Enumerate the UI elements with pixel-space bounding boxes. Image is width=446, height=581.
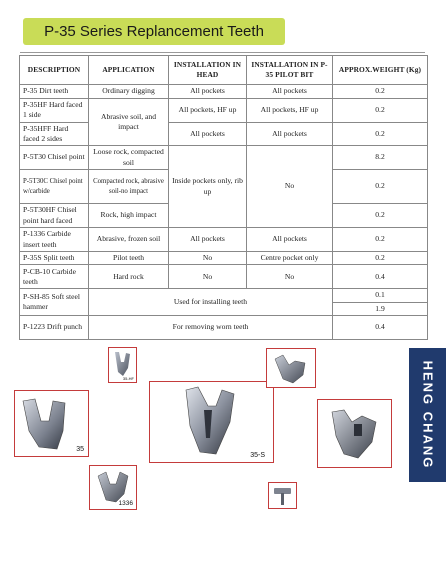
table-header-row [20, 56, 428, 85]
cell-install-pilot: All pockets [247, 85, 333, 99]
cell-weight: 0.2 [333, 85, 428, 99]
cell-application: Rock, high impact [89, 204, 169, 228]
brand-side-bar [409, 348, 446, 482]
col-header-weight: APPROX.WEIGHT (Kg) [333, 56, 428, 85]
cell-description: P-35HF Hard faced 1 side [20, 99, 89, 123]
photo-hammer [268, 482, 297, 509]
hammer-image [269, 483, 296, 508]
table-row [20, 265, 428, 289]
cell-install-head: All pockets [169, 85, 247, 99]
table-row [20, 289, 428, 302]
cell-description: P-35S Split teeth [20, 252, 89, 265]
caption-p1336: 1336 [118, 500, 133, 507]
cell-description: P-1336 Carbide insert teeth [20, 228, 89, 252]
brand-label: HENG CHANG [420, 360, 435, 470]
cell-note-hammer: Used for installing teeth [89, 289, 333, 316]
photo-p35-tooth [14, 390, 89, 457]
cell-install-head: Inside pockets only, rib up [169, 146, 247, 228]
cell-description: P-5T30HF Chisel point hard faced [20, 204, 89, 228]
caption-p35: 35 [76, 446, 84, 453]
photo-p5t30c-tooth [317, 399, 392, 468]
cell-install-head: No [169, 265, 247, 289]
cell-description: P-1223 Drift punch [20, 315, 89, 339]
col-header-installation-head: INSTALLATION IN HEAD [169, 56, 247, 85]
cell-description: P-5T30C Chisel point w/carbide [20, 170, 89, 204]
cell-weight: 8.2 [333, 146, 428, 170]
cell-weight: 0.4 [333, 265, 428, 289]
cell-description: P-35 Dirt teeth [20, 85, 89, 99]
cell-weight: 0.1 [333, 289, 428, 302]
tooth-chisel-image [267, 349, 315, 387]
cell-install-pilot: All pockets, HF up [247, 99, 333, 123]
photo-p1336-tooth [89, 465, 137, 510]
cell-install-pilot: Centre pocket only [247, 252, 333, 265]
cell-install-pilot: No [247, 265, 333, 289]
table-row [20, 315, 428, 339]
cell-install-head: All pockets [169, 122, 247, 146]
cell-weight: 0.2 [333, 170, 428, 204]
table-row [20, 85, 428, 99]
table-row [20, 252, 428, 265]
spec-table [19, 55, 428, 340]
table-row [20, 99, 428, 123]
tooth-35s-image [150, 382, 273, 462]
table-row [20, 228, 428, 252]
caption-p35s: 35-S [250, 452, 265, 459]
photo-p35hf-tooth [108, 347, 137, 383]
cell-application: Hard rock [89, 265, 169, 289]
cell-application: Loose rock, compacted soil [89, 146, 169, 170]
col-header-description: DESCRIPTION [20, 56, 89, 85]
table-row [20, 146, 428, 170]
cell-install-pilot: No [247, 146, 333, 228]
cell-application: Abrasive, frozen soil [89, 228, 169, 252]
cell-application: Pilot teeth [89, 252, 169, 265]
tooth-carbide-image [318, 400, 391, 467]
cell-weight: 1.9 [333, 302, 428, 315]
cell-weight: 0.2 [333, 252, 428, 265]
cell-weight: 0.2 [333, 204, 428, 228]
cell-description: P-35HFF Hard faced 2 sides [20, 122, 89, 146]
cell-description: P-CB-10 Carbide teeth [20, 265, 89, 289]
cell-install-head: No [169, 252, 247, 265]
cell-weight: 0.2 [333, 122, 428, 146]
cell-install-head: All pockets, HF up [169, 99, 247, 123]
col-header-installation-pilot: INSTALLATION IN P-35 PILOT BIT [247, 56, 333, 85]
col-header-application: APPLICATION [89, 56, 169, 85]
table-row [20, 122, 428, 146]
cell-install-head: All pockets [169, 228, 247, 252]
cell-application: Abrasive soil, and impact [89, 99, 169, 146]
page-title: P-35 Series Replancement Teeth [44, 23, 264, 40]
cell-weight: 0.2 [333, 99, 428, 123]
cell-application: Ordinary digging [89, 85, 169, 99]
cell-note-punch: For removing worn teeth [89, 315, 333, 339]
cell-description: P-SH-85 Soft steel hammer [20, 289, 89, 316]
cell-install-pilot: All pockets [247, 122, 333, 146]
title-divider [20, 52, 425, 53]
cell-weight: 0.2 [333, 228, 428, 252]
cell-application: Compacted rock, abrasive soil-no impact [89, 170, 169, 204]
title-bar [23, 18, 285, 45]
cell-description: P-5T30 Chisel point [20, 146, 89, 170]
cell-weight: 0.4 [333, 315, 428, 339]
caption-p35hf: 35-HF [122, 376, 134, 381]
photo-p35s-tooth [149, 381, 274, 463]
cell-install-pilot: All pockets [247, 228, 333, 252]
photo-p5t30-tooth [266, 348, 316, 388]
